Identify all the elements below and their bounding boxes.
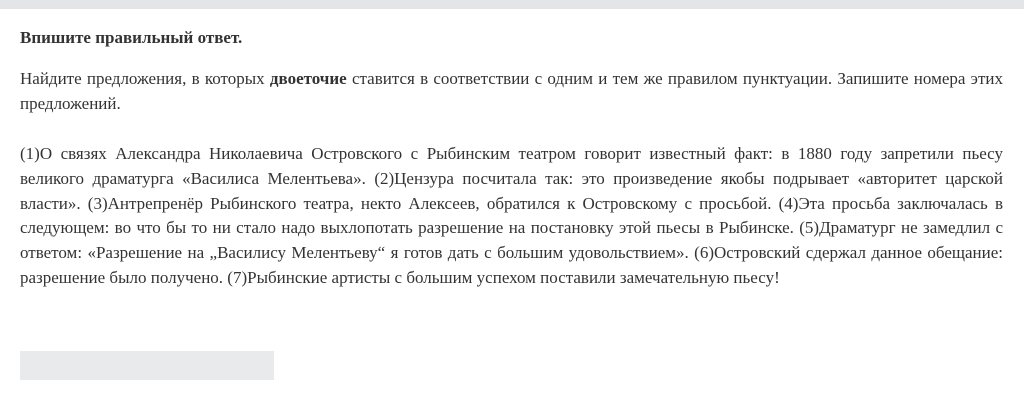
task-text xyxy=(20,66,1003,116)
task-text-before: Найдите предложения, в которых xyxy=(20,69,270,88)
task-keyword: двоеточие xyxy=(269,69,347,88)
task-text-after: ставится в соответствии с одним и тем же правилом пунктуации. Запишите номера этих предложений. xyxy=(20,69,1003,113)
question-content xyxy=(20,20,1003,291)
answer-input[interactable] xyxy=(20,351,274,380)
top-bar xyxy=(0,0,1024,9)
instruction-heading: Впишите правильный ответ. xyxy=(20,28,243,47)
passage-text: (1)О связях Александра Николаевича Островского с Рыбинским театром говорит известный факт: в 1880 году запретили пьесу великого драматурга «Василиса Мелентьева». (2)Цензура посчитала так: это произведение якобы подрывает «авторитет царской власти». (3)Антрепренёр Рыбинского театра, некто Алексеев, обратился к Островскому с просьбой. (4)Эта просьба заключалась в следующем: во что бы то ни стало надо выхлопотать разрешение на постановку этой пьесы в Рыбинске. (5)Драматург не замедлил с ответом: «Разрешение на „Василису Мелентьеву“ я готов дать с большим удовольствием». (6)Островский сдержал данное обещание: разрешение было получено. (7)Рыбинские артисты с большим успехом поставили замечательную пьесу! xyxy=(20,144,1003,287)
